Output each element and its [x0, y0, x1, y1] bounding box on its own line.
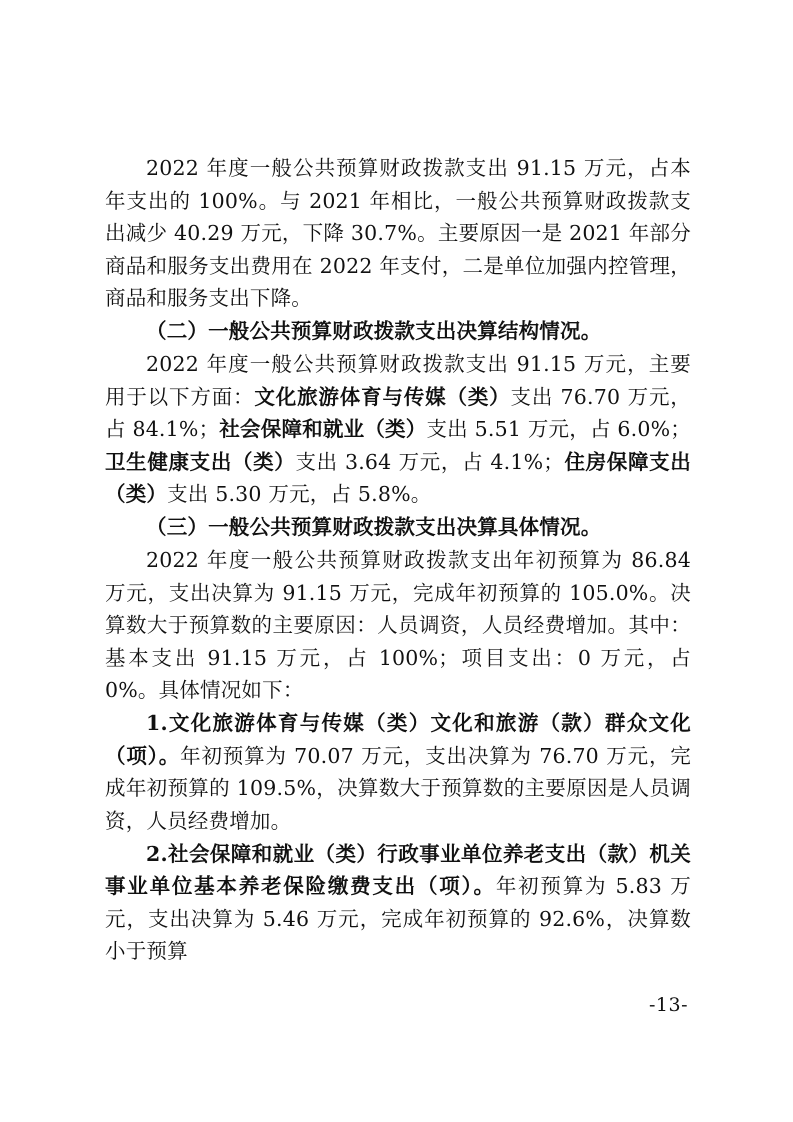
category-housing: 住房保障支出（类） — [105, 449, 691, 506]
section-heading-details — [105, 511, 691, 544]
category-culture: 文化旅游体育与传媒（类） — [254, 384, 511, 409]
category-health-amount: 支出 3.64 万元，占 4.1%； — [295, 449, 565, 474]
item-text: 年初预算为 70.07 万元，支出决算为 76.70 万元，完成年初预算的 109.5%，决算数大于预算数的主要原因是人员调资，人员经费增加。 — [105, 743, 691, 833]
body-text — [105, 152, 691, 968]
item-title: 1.文化旅游体育与传媒（类）文化和旅游（款）群众文化（项）。 — [105, 711, 691, 768]
paragraph-total-expenditure — [105, 152, 691, 315]
item-title: 2.社会保障和就业（类）行政事业单位养老支出（款）机关事业单位基本养老保险缴费支出（项）。 — [105, 841, 691, 898]
section-heading-structure — [105, 315, 691, 348]
paragraph-text: 2022 年度一般公共预算财政拨款支出年初预算为 86.84 万元，支出决算为 91.15 万元，完成年初预算的 105.0%。决算数大于预算数的主要原因：人员调资，人员经费增加。其中：基本支出 91.15 万元，占 100%；项目支出：0 万元，占 0%。具体情况如下： — [105, 548, 691, 702]
category-social-security: 社会保障和就业（类） — [219, 417, 427, 441]
item-culture-mass — [105, 707, 691, 837]
heading-text: （二）一般公共预算财政拨款支出决算结构情况。 — [146, 319, 602, 343]
heading-text: （三）一般公共预算财政拨款支出决算具体情况。 — [146, 515, 602, 539]
item-text: 年初预算为 5.83 万元，支出决算为 5.46 万元，完成年初预算的 92.6%，决算数小于预算 — [105, 874, 691, 963]
paragraph-text: 2022 年度一般公共预算财政拨款支出 91.15 万元，主要用于以下方面： — [105, 352, 691, 409]
category-health: 卫生健康支出（类） — [105, 449, 296, 474]
category-housing-amount: 支出 5.30 万元，占 5.8%。 — [167, 482, 432, 506]
category-social-security-amount: 支出 5.51 万元，占 6.0%； — [426, 417, 691, 441]
paragraph-structure — [105, 348, 691, 511]
item-pension — [105, 838, 691, 968]
paragraph-text: 2022 年度一般公共预算财政拨款支出 91.15 万元，占本年支出的 100%。与 2021 年相比，一般公共预算财政拨款支出减少 40.29 万元，下降 30.7%。主要原因一是 2021 年部分商品和服务支出费用在 2022 年支付，二是单位加强内控管理，商品和服务支出下降。 — [105, 156, 691, 310]
category-culture-amount: 支出 76.70 万元，占 84.1%； — [105, 384, 691, 441]
paragraph-details — [105, 544, 691, 707]
page-number: -13- — [649, 994, 689, 1016]
